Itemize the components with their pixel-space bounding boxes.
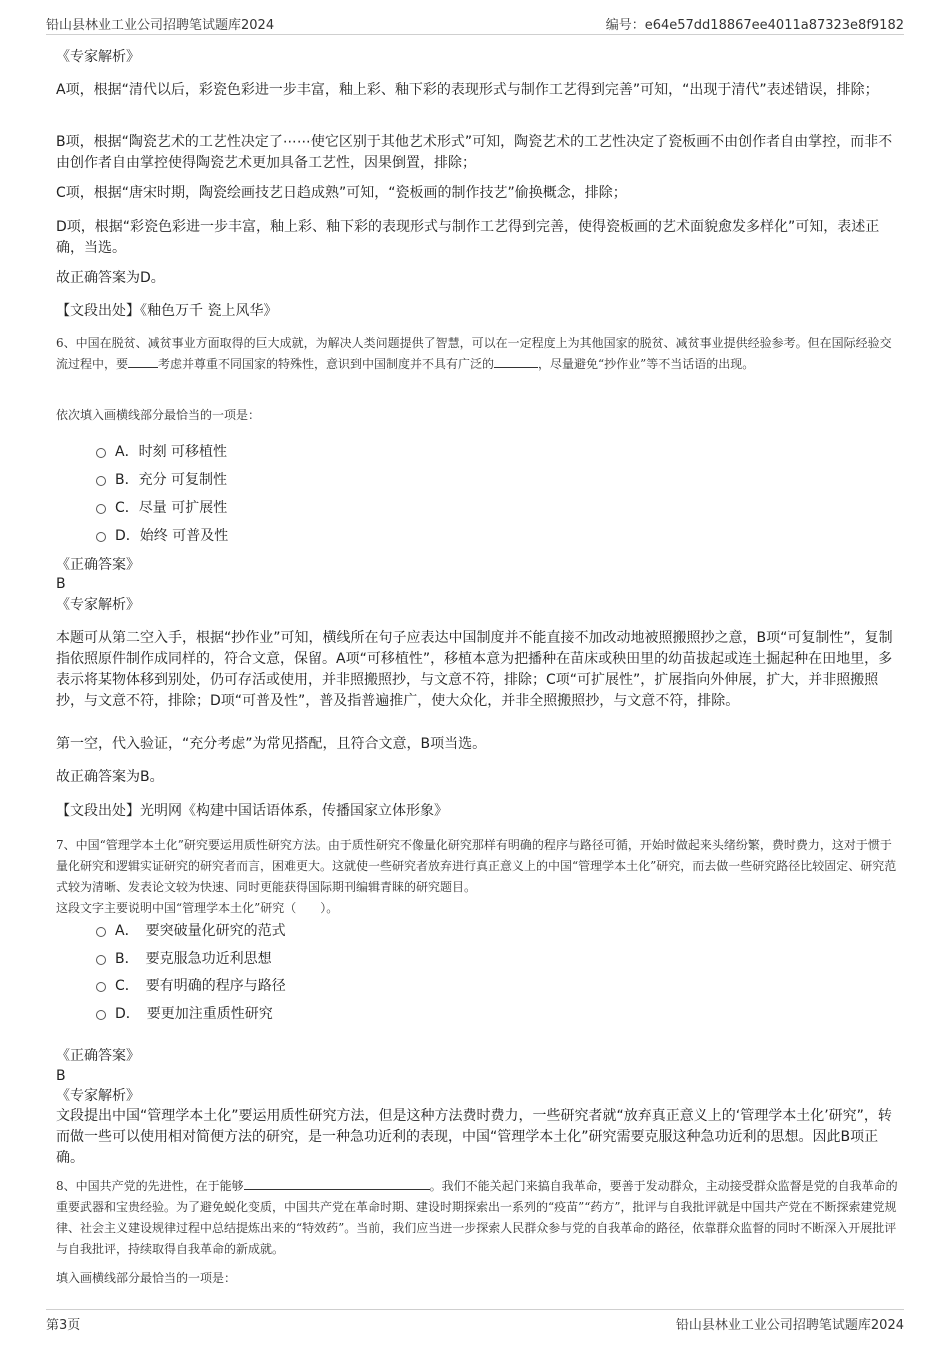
q6-analysis-label: 《专家解析》 [56, 597, 140, 613]
q7-answer: B [56, 1068, 66, 1084]
q6-source: 【文段出处】光明网《构建中国话语体系，传播国家立体形象》 [56, 803, 448, 819]
q6-option-d[interactable]: D．始终 可普及性 [96, 526, 228, 546]
footer-title: 铅山县林业工业公司招聘笔试题库2024 [675, 1318, 904, 1333]
header-serial: 编号：e64e57dd18867ee4011a87323e8f9182 [605, 18, 904, 33]
radio-icon[interactable] [96, 955, 106, 965]
q6-blank-1 [128, 355, 158, 368]
q7-analysis: 文段提出中国“管理学本土化”要运用质性研究方法，但是这种方法费时费力，一些研究者就“放弃真正意义上的‘管理学本土化’研究”，转而做一些可以使用相对简便方法的研究，是一种急功近利的表现，中国“管理学本土化”研究需要克服这种急功近利的思想。因此B项正确。 [56, 1108, 892, 1166]
q8-stem: 8、中国共产党的先进性，在于能够 。我们不能关起门来搞自我革命，要善于发动群众，主动接受群众监督是党的自我革命的重要武器和宝贵经验。为了避免蜕化变质，中国共产党在革命时期、建设时期探索出一系列的“疫苗”“药方”，批评与自我批评就是中国共产党在不断探索建党规律、社会主义建设规律过程中总结提炼出来的“特效药”。当前，我们应当进一步探索人民群众参与党的自我革命的路径，依靠群众监督的同时不断深入开展批评与自我批评，持续取得自我革命的新成就。 [56, 1179, 898, 1256]
q6-analysis-1: 本题可从第二空入手，根据“抄作业”可知，横线所在句子应表达中国制度并不能直接不加改动地被照搬照抄之意，B项“可复制性”，复制指依照原件制作成同样的，符合文意，保留。A项“可移植性”，移植本意为把播种在苗床或秧田里的幼苗拔起或连土掘起种在田地里，多表示将某物体移到别处，仍可存活或使用，并非照搬照抄，与文意不符，排除；C项“可扩展性”，扩展指向外伸展，扩大，并非照搬照抄，与文意不符，排除；D项“可普及性”，普及指普遍推广，使大众化，并非全照搬照抄，与文意不符，排除。 [56, 630, 893, 709]
q5-analysis-b: B项，根据“陶瓷艺术的工艺性决定了⋯⋯使它区别于其他艺术形式”可知，陶瓷艺术的工艺性决定了瓷板画不由创作者自由掌控，而非不由创作者自由掌控使得陶瓷艺术更加具备工艺性，因果倒置，排除； [56, 134, 893, 171]
q6-conclusion: 故正确答案为B。 [56, 769, 164, 785]
radio-icon[interactable] [96, 982, 106, 992]
q7-analysis-label: 《专家解析》 [56, 1088, 140, 1104]
q7-option-c[interactable]: C． 要有明确的程序与路径 [96, 976, 286, 996]
q6-answer-label: 《正确答案》 [56, 557, 140, 573]
page-header [46, 14, 904, 34]
q5-source: 【文段出处】《釉色万千 瓷上风华》 [56, 303, 278, 319]
radio-icon[interactable] [96, 504, 106, 514]
q6-option-b[interactable]: B．充分 可复制性 [96, 470, 227, 490]
radio-icon[interactable] [96, 476, 106, 486]
radio-icon[interactable] [96, 927, 106, 937]
q7-answer-label: 《正确答案》 [56, 1048, 140, 1064]
q5-analysis-a: A项，根据“清代以后，彩瓷色彩进一步丰富，釉上彩、釉下彩的表现形式与制作工艺得到完善”可知，“出现于清代”表述错误，排除； [56, 82, 879, 98]
q6-option-c[interactable]: C．尽量 可扩展性 [96, 498, 227, 518]
q6-option-a[interactable]: A．时刻 可移植性 [96, 442, 227, 462]
q5-analysis-d: D项，根据“彩瓷色彩进一步丰富，釉上彩、釉下彩的表现形式与制作工艺得到完善，使得瓷板画的艺术面貌愈发多样化”可知，表述正确，当选。 [56, 219, 880, 256]
q7-option-a[interactable]: A． 要突破量化研究的范式 [96, 921, 286, 941]
page-number: 第3页 [46, 1318, 81, 1333]
radio-icon[interactable] [96, 1010, 106, 1020]
radio-icon[interactable] [96, 532, 106, 542]
q6-stem: 6、中国在脱贫、减贫事业方面取得的巨大成就，为解决人类问题提供了智慧，可以在一定程度上为其他国家的脱贫、减贫事业提供经验参考。但在国际经验交流过程中，要 考虑并尊重不同国家的特殊性，意识到中国制度并不具有广泛的 ，尽量避免“抄作业”等不当话语的出现。 [56, 336, 892, 371]
q7-question: 这段文字主要说明中国“管理学本土化”研究（ ）。 [56, 901, 339, 915]
q6-blank-2 [494, 355, 538, 368]
footer-divider [46, 1309, 904, 1310]
radio-icon[interactable] [96, 448, 106, 458]
q5-analysis-label: 《专家解析》 [56, 49, 140, 65]
q7-option-d[interactable]: D． 要更加注重质性研究 [96, 1004, 273, 1024]
q6-answer: B [56, 576, 66, 592]
q6-analysis-2: 第一空，代入验证，“充分考虑”为常见搭配，且符合文意，B项当选。 [56, 736, 487, 752]
q7-option-b[interactable]: B． 要克服急功近利思想 [96, 949, 272, 969]
q8-blank [244, 1177, 430, 1190]
q6-instruction: 依次填入画横线部分最恰当的一项是： [56, 408, 261, 422]
q5-analysis-c: C项，根据“唐宋时期，陶瓷绘画技艺日趋成熟”可知，“瓷板画的制作技艺”偷换概念，排除； [56, 185, 627, 201]
header-divider [46, 34, 904, 35]
header-title: 铅山县林业工业公司招聘笔试题库2024 [46, 18, 275, 33]
q5-conclusion: 故正确答案为D。 [56, 270, 165, 286]
q7-stem: 7、中国“管理学本土化”研究要运用质性研究方法。由于质性研究不像量化研究那样有明确的程序与路径可循，开始时做起来头绪纷繁，费时费力，这对于惯于量化研究和逻辑实证研究的研究者而言，困难更大。这就使一些研究者放弃进行真正意义上的中国“管理学本土化”研究，而去做一些研究路径比较固定、研究范式较为清晰、发表论文较为快速、同时更能获得国际期刊编辑青睐的研究题目。 [56, 838, 897, 894]
q8-instruction: 填入画横线部分最恰当的一项是： [56, 1271, 237, 1285]
